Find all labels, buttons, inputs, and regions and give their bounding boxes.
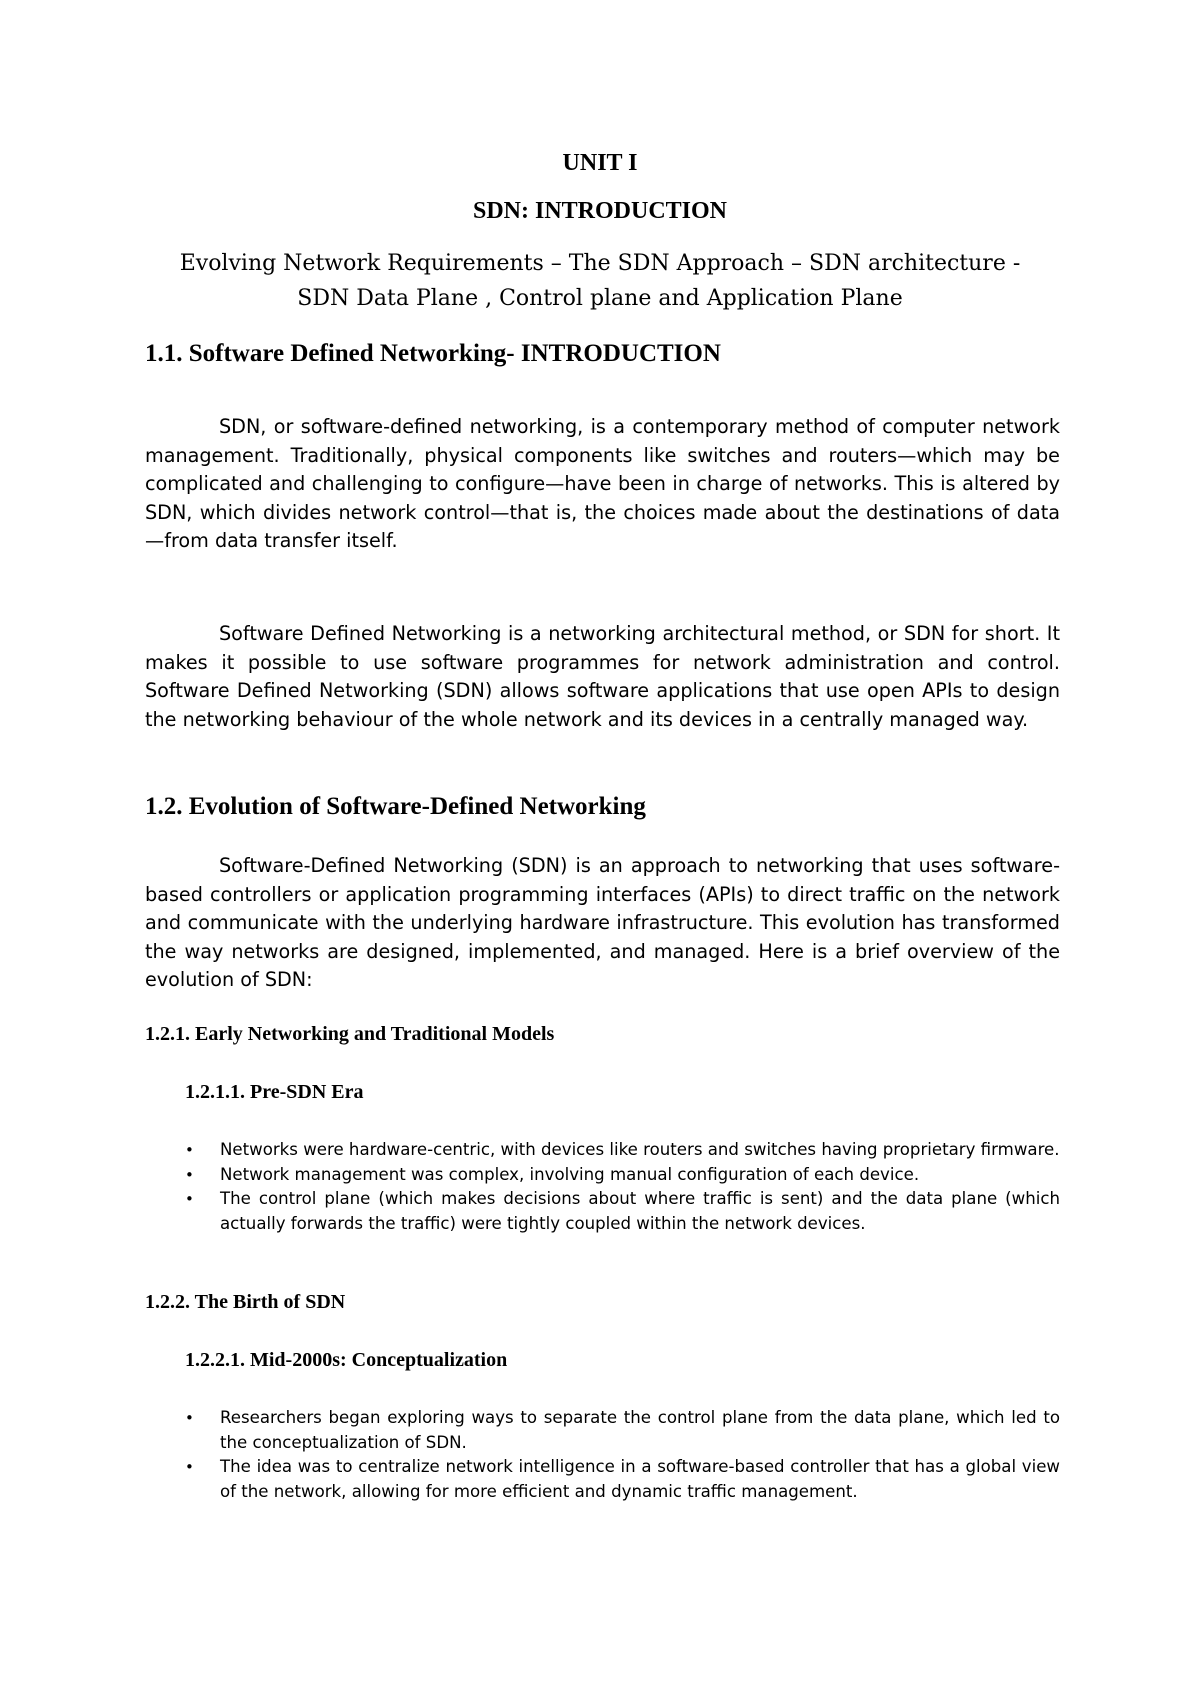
section-1-2-heading: 1.2. Evolution of Software-Defined Networking: [145, 793, 646, 820]
bullet-icon: •: [185, 1409, 194, 1427]
section-1-1-paragraph-2: Software Defined Networking is a networking architectural method, or SDN for short. It makes it possible to use software programmes for network administration and control. Software Defined Networking (SDN) allows software applications that use open APIs to design the networking behaviour of the whole network and its devices in a centrally managed way.: [145, 622, 1060, 731]
birth-of-sdn-bullet-list: [145, 1406, 1060, 1504]
unit-title: UNIT I: [562, 150, 638, 176]
list-item: [145, 1455, 1060, 1504]
section-1-2-1-heading: 1.2.1. Early Networking and Traditional Models: [145, 1023, 555, 1045]
section-1-1-heading: 1.1. Software Defined Networking- INTRODUCTION: [145, 340, 721, 367]
bullet-icon: •: [185, 1458, 194, 1476]
list-item: [145, 1187, 1060, 1236]
section-1-1-paragraph-1: SDN, or software-defined networking, is a contemporary method of computer network management. Traditionally, physical components like switches and routers—which may be complicated and challenging to configure—have been in charge of networks. This is altered by SDN, which divides network control—that is, the choices made about the destinations of data—from data transfer itself.: [145, 415, 1060, 552]
list-item: [145, 1406, 1060, 1455]
document-title: SDN: INTRODUCTION: [472, 198, 728, 224]
bullet-icon: •: [185, 1141, 194, 1159]
list-item-text: The control plane (which makes decisions about where traffic is sent) and the data plane (which actually forwards the traffic) were tightly coupled within the network devices.: [220, 1189, 1060, 1233]
section-1-2-1-1-heading: 1.2.1.1. Pre-SDN Era: [185, 1081, 364, 1103]
list-item-text: Network management was complex, involving manual configuration of each device.: [220, 1164, 920, 1184]
list-item-text: Networks were hardware-centric, with devices like routers and switches having proprietary firmware.: [220, 1140, 1060, 1159]
bullet-icon: •: [185, 1190, 194, 1208]
list-item-text: The idea was to centralize network intelligence in a software-based controller that has a global view of the network, allowing for more efficient and dynamic traffic management.: [220, 1457, 1060, 1501]
list-item: [145, 1163, 1060, 1188]
section-1-2-paragraph: Software-Defined Networking (SDN) is an approach to networking that uses software-based controllers or application programming interfaces (APIs) to direct traffic on the network and communicate with the underlying hardware infrastructure. This evolution has transformed the way networks are designed, implemented, and managed. Here is a brief overview of the evolution of SDN:: [145, 854, 1060, 991]
section-1-2-2-1-heading: 1.2.2.1. Mid-2000s: Conceptualization: [185, 1349, 508, 1371]
pre-sdn-bullet-list: [145, 1138, 1060, 1236]
bullet-icon: •: [185, 1165, 194, 1184]
subtitle-line-1: Evolving Network Requirements – The SDN Approach – SDN architecture -: [179, 251, 1021, 276]
list-item: [145, 1138, 1060, 1163]
subtitle-line-2: SDN Data Plane , Control plane and Application Plane: [297, 286, 903, 311]
list-item-text: Researchers began exploring ways to separate the control plane from the data plane, which led to the conceptualization of SDN.: [220, 1408, 1060, 1452]
section-1-2-2-heading: 1.2.2. The Birth of SDN: [145, 1291, 346, 1313]
